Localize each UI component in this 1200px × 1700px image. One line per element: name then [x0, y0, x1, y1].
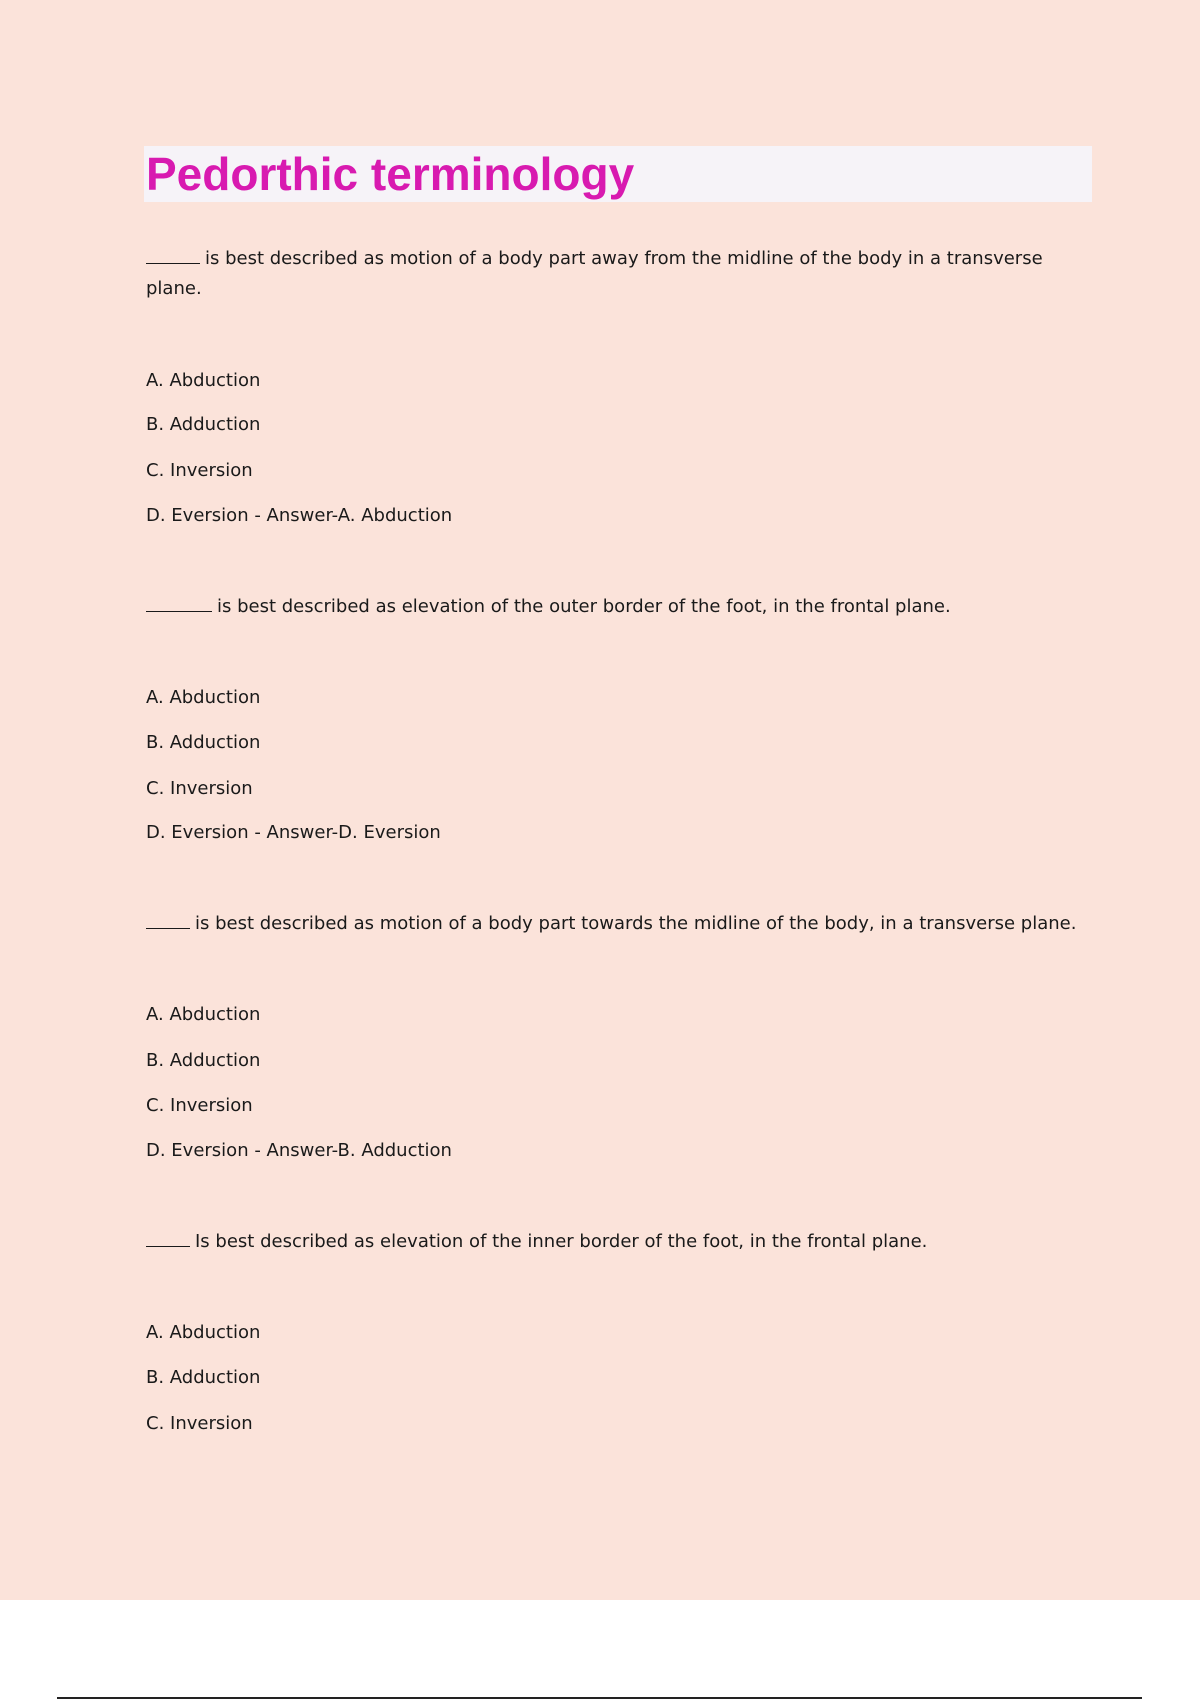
question-3 — [146, 909, 1086, 939]
option-b: B. Adduction — [146, 1050, 261, 1071]
answer-blank — [146, 593, 212, 612]
option-a: A. Abduction — [146, 687, 261, 708]
answer-blank — [146, 1228, 190, 1247]
option-c: C. Inversion — [146, 460, 253, 481]
option-c: C. Inversion — [146, 1095, 253, 1116]
option-a: A. Abduction — [146, 370, 261, 391]
option-a: A. Abduction — [146, 1322, 261, 1343]
option-c: C. Inversion — [146, 778, 253, 799]
question-text: is best described as motion of a body part towards the midline of the body, in a transverse plane. — [195, 913, 1077, 934]
question-1 — [146, 244, 1086, 304]
question-4 — [146, 1227, 1086, 1257]
option-d-answer: D. Eversion - Answer-B. Adduction — [146, 1140, 452, 1161]
question-2 — [146, 592, 1086, 622]
option-b: B. Adduction — [146, 1367, 261, 1388]
question-text: Is best described as elevation of the inner border of the foot, in the frontal plane. — [195, 1231, 928, 1252]
option-d-answer: D. Eversion - Answer-D. Eversion — [146, 822, 441, 843]
answer-blank — [146, 245, 200, 264]
page-title: Pedorthic terminology — [146, 148, 635, 200]
footer-divider — [57, 1697, 1142, 1699]
question-text-continued: plane. — [146, 278, 202, 299]
question-text: is best described as motion of a body part away from the midline of the body in a transverse — [205, 248, 1043, 269]
option-b: B. Adduction — [146, 414, 261, 435]
option-c: C. Inversion — [146, 1413, 253, 1434]
option-b: B. Adduction — [146, 732, 261, 753]
question-text: is best described as elevation of the outer border of the foot, in the frontal plane. — [217, 596, 951, 617]
option-d-answer: D. Eversion - Answer-A. Abduction — [146, 505, 453, 526]
option-a: A. Abduction — [146, 1004, 261, 1025]
answer-blank — [146, 910, 190, 929]
